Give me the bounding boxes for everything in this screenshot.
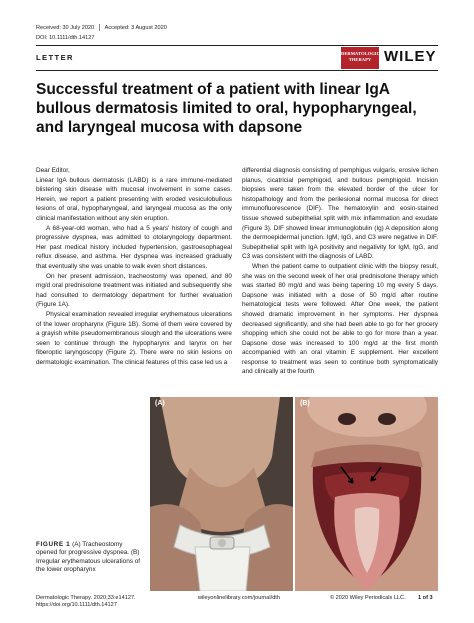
journal-logo: DERMATOLOGIC THERAPY bbox=[341, 47, 379, 69]
figure-number: FIGURE 1 bbox=[36, 541, 71, 548]
article-title: Successful treatment of a patient with linear IgA bullous dermatosis limited to oral, hypopharyngeal, and laryngeal mucosa with dapsone bbox=[36, 81, 417, 136]
received-date: Received: 30 July 2020 bbox=[36, 24, 95, 31]
salutation: Dear Editor, bbox=[36, 167, 70, 174]
paragraph: Linear IgA bullous dermatosis (LABD) is a rare immune-mediated blistering skin disease with mucosal involvement in some cases. Herein, we report a patient presenting with eroded vesiculobullous lesions of oral, hypopharyngeal, and laryngeal mucosa as the only clinical manifestation without any skin eruption. bbox=[36, 176, 232, 222]
paragraph: On her present admission, tracheostomy was opened, and 80 mg/d oral prednisolone treatment was initiated and subsequently she had consulted to dermatology department for further evaluation (Figure 1A). bbox=[36, 272, 232, 309]
tracheostomy-photo bbox=[150, 397, 293, 591]
doi-line: DOI: 10.1111/dth.14127 bbox=[36, 35, 95, 41]
header-rule bbox=[36, 70, 438, 71]
received-accepted-line bbox=[36, 24, 167, 31]
panel-label-b: (B) bbox=[300, 400, 310, 407]
page-number: 1 of 3 bbox=[418, 595, 433, 601]
body-column-left bbox=[36, 166, 232, 367]
copyright: © 2020 Wiley Periodicals LLC. bbox=[330, 595, 406, 601]
footer-citation bbox=[36, 595, 136, 610]
section-label: LETTER bbox=[36, 53, 74, 62]
top-rule bbox=[36, 45, 438, 46]
paragraph: Physical examination revealed irregular erythematous ulcerations of the lower oropharynx (Figure 1B). Some of them were covered by a grayish white pseudomembranous slough and the ulcerations were seen to continue through the hypopharynx and larynx on her fiberoptic laryngoscopy (Figure 2). There were no skin lesions on dermatologic examination. The clinical features of this case led us a bbox=[36, 310, 232, 366]
figure-panel-b bbox=[295, 397, 438, 591]
paragraph: differential diagnosis consisting of pemphigus vulgaris, erosive lichen planus, cicatricial pemphigoid, and bullous pemphigoid. Incision biopsies were taken from the elevated border of the ulcer for histopathology and from the perilesional normal mucosa for direct immunofluorescence (DIF). The hematoxylin and eosin-stained tissue showed subepithelial split with mix inflammation and exudate (Figure 3). DIF showed linear immunoglobulin (Ig) A deposition along the dermoepidermal junction. IgM, IgG, and C3 were negative in DIF. Subepithelial split with IgA positivity and negativity for IgM, IgG, and C3 was consistent with the diagnosis of LABD. bbox=[242, 167, 438, 261]
figure-panel-a bbox=[150, 397, 293, 591]
paragraph: A 68-year-old woman, who had a 5 years' history of cough and progressive dyspnea, was admitted to otolaryngology department. Her past medical history included hypertension, gastroesophageal reflux disease, and asthma. Her dyspnea was increased gradually that eventually she was unable to walk even short distances. bbox=[36, 224, 232, 270]
paragraph: When the patient came to outpatient clinic with the biopsy result, she was on the second week of her oral prednisolone therapy which was started 80 mg/d and was being tapering 10 mg every 5 days. Dapsone was initiated with a dose of 50 mg/d after routine hematological tests were followed. After One week, the patient showed dramatic improvement in her symptoms. Her dyspnea decreased significantly, and she had been able to go for her grocery shopping which she could not be able to go for more than a year. Dapsone dose was increased to 100 mg/d at the first month accompanied with an oral vitamin E supplement. Her excellent response to treatment was seen to continue both symptomatically and clinically at the fourth bbox=[242, 262, 438, 376]
journal-citation: Dermatologic Therapy. 2020;33:e14127. bbox=[36, 595, 136, 601]
figure-caption bbox=[36, 541, 144, 575]
figure-caption-text: (A) Tracheostomy opened for progressive dyspnea. (B) Irregular erythematous ulcerations of the lower oropharynx bbox=[36, 541, 141, 574]
publisher-logo: WILEY bbox=[384, 48, 437, 65]
divider bbox=[99, 24, 100, 31]
journal-url[interactable]: wileyonlinelibrary.com/journal/dth bbox=[198, 595, 280, 601]
accepted-date: Accepted: 3 August 2020 bbox=[104, 24, 167, 31]
body-column-right bbox=[242, 166, 438, 377]
panel-label-a: (A) bbox=[155, 400, 165, 407]
doi-link[interactable]: https://doi.org/10.1111/dth.14127 bbox=[36, 602, 117, 609]
oropharynx-photo bbox=[295, 397, 438, 591]
